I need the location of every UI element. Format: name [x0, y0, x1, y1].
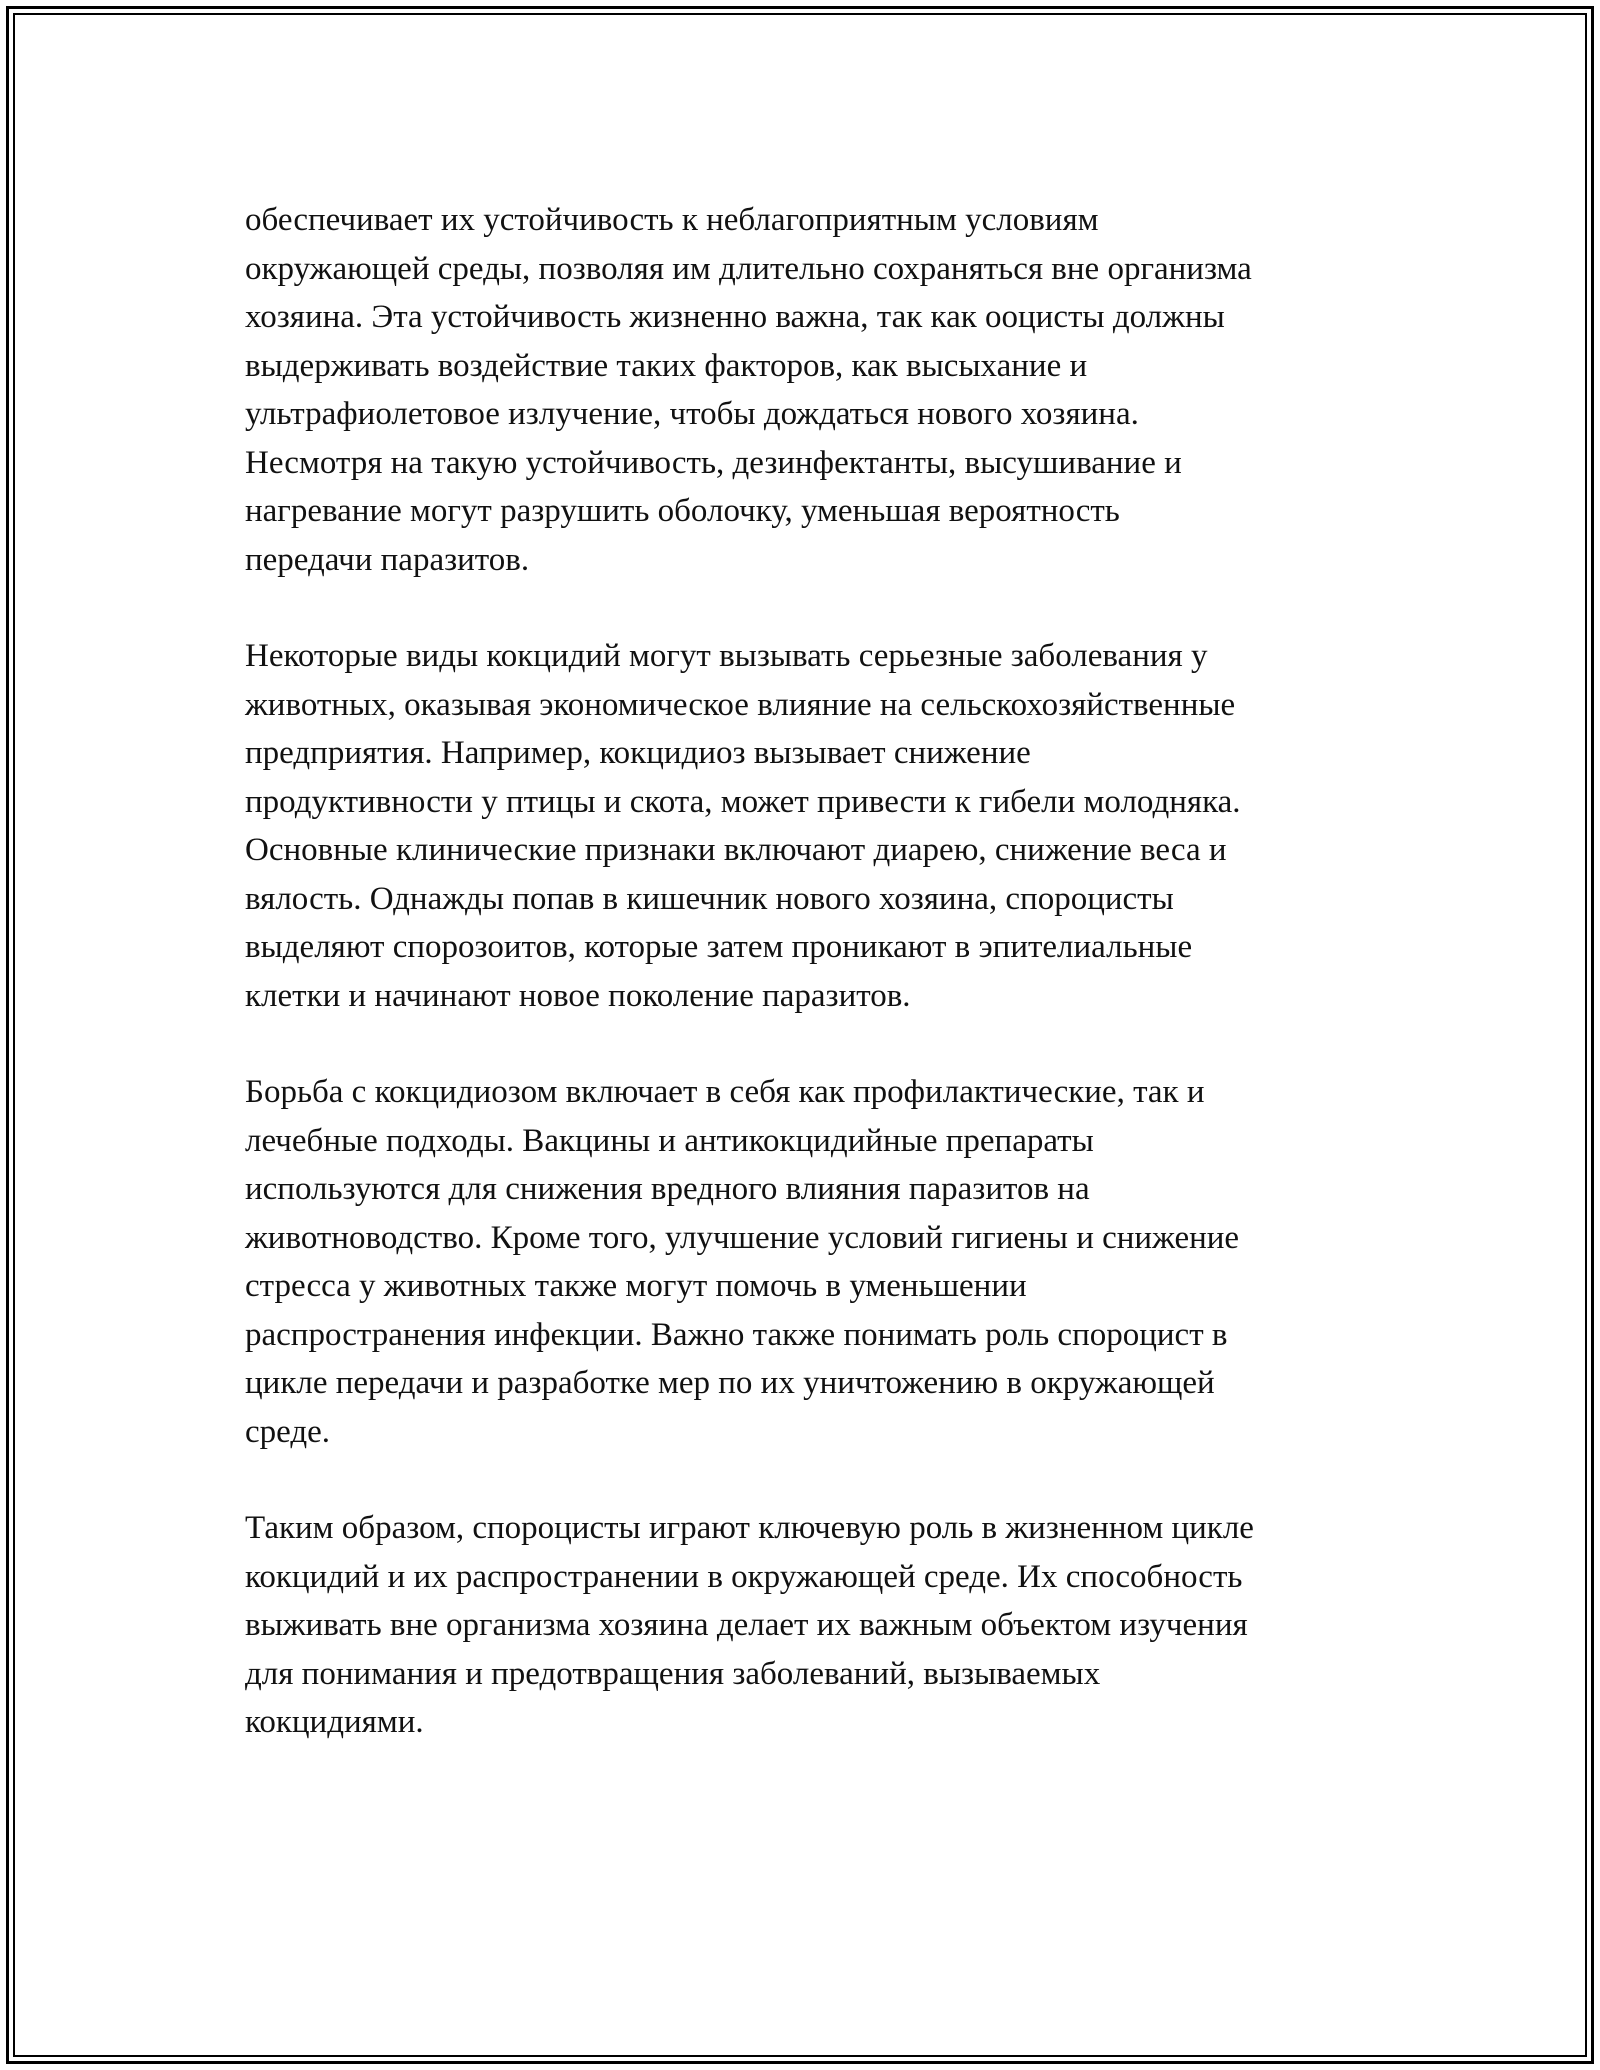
text-line: Несмотря на такую устойчивость, дезинфектанты, высушивание и: [245, 444, 1182, 481]
text-line: среде.: [245, 1413, 331, 1450]
text-line: кокцидиями.: [245, 1704, 424, 1740]
text-line: выживать вне организма хозяина делает их важным объектом изучения: [245, 1607, 1248, 1643]
text-line: хозяина. Эта устойчивость жизненно важна, так как ооцисты должны: [245, 299, 1225, 335]
text-line: Некоторые виды кокцидий могут вызывать серьезные заболевания у: [245, 638, 1208, 674]
text-line: предприятия. Например, кокцидиоз вызывает снижение: [245, 735, 1031, 771]
text-line: Основные клинические признаки включают диарею, снижение веса и: [245, 832, 1227, 868]
text-line: продуктивности у птицы и скота, может привести к гибели молодняка.: [245, 783, 1241, 820]
text-line: Борьба с кокцидиозом включает в себя как профилактические, так и: [245, 1074, 1205, 1110]
text-line: выдерживать воздействие таких факторов, как высыхание и: [245, 347, 1088, 384]
text-line: кокцидий и их распространении в окружающей среде. Их способность: [245, 1558, 1243, 1595]
document-body: [245, 196, 1395, 1795]
text-line: животноводство. Кроме того, улучшение условий гигиены и снижение: [245, 1219, 1240, 1256]
text-line: цикле передачи и разработке мер по их уничтожению в окружающей: [245, 1365, 1215, 1401]
paragraph-oocyst-resistance: [245, 196, 1395, 584]
paragraph-coccidiosis-control: [245, 1068, 1395, 1456]
text-line: нагревание могут разрушить оболочку, уменьшая вероятность: [245, 493, 1120, 529]
text-line: клетки и начинают новое поколение паразитов.: [245, 977, 911, 1014]
text-line: стресса у животных также могут помочь в уменьшении: [245, 1268, 1027, 1304]
text-line: лечебные подходы. Вакцины и антикокцидийные препараты: [245, 1122, 1094, 1159]
text-line: выделяют спорозоитов, которые затем проникают в эпителиальные: [245, 929, 1193, 965]
text-line: для понимания и предотвращения заболеваний, вызываемых: [245, 1655, 1101, 1692]
page-frame: [6, 6, 1594, 2064]
text-line: Таким образом, спороцисты играют ключевую роль в жизненном цикле: [245, 1510, 1254, 1546]
text-line: вялость. Однажды попав в кишечник нового хозяина, спороцисты: [245, 880, 1174, 917]
text-line: используются для снижения вредного влияния паразитов на: [245, 1171, 1090, 1207]
text-line: окружающей среды, позволяя им длительно сохраняться вне организма: [245, 250, 1252, 287]
paragraph-coccidia-diseases: [245, 632, 1395, 1020]
text-line: животных, оказывая экономическое влияние на сельскохозяйственные: [245, 686, 1236, 723]
text-line: распространения инфекции. Важно также понимать роль спороцист в: [245, 1316, 1228, 1353]
text-line: ультрафиолетовое излучение, чтобы дождаться нового хозяина.: [245, 396, 1139, 432]
paragraph-conclusion: [245, 1504, 1395, 1747]
text-line: обеспечивает их устойчивость к неблагоприятным условиям: [245, 202, 1099, 238]
text-line: передачи паразитов.: [245, 541, 530, 578]
